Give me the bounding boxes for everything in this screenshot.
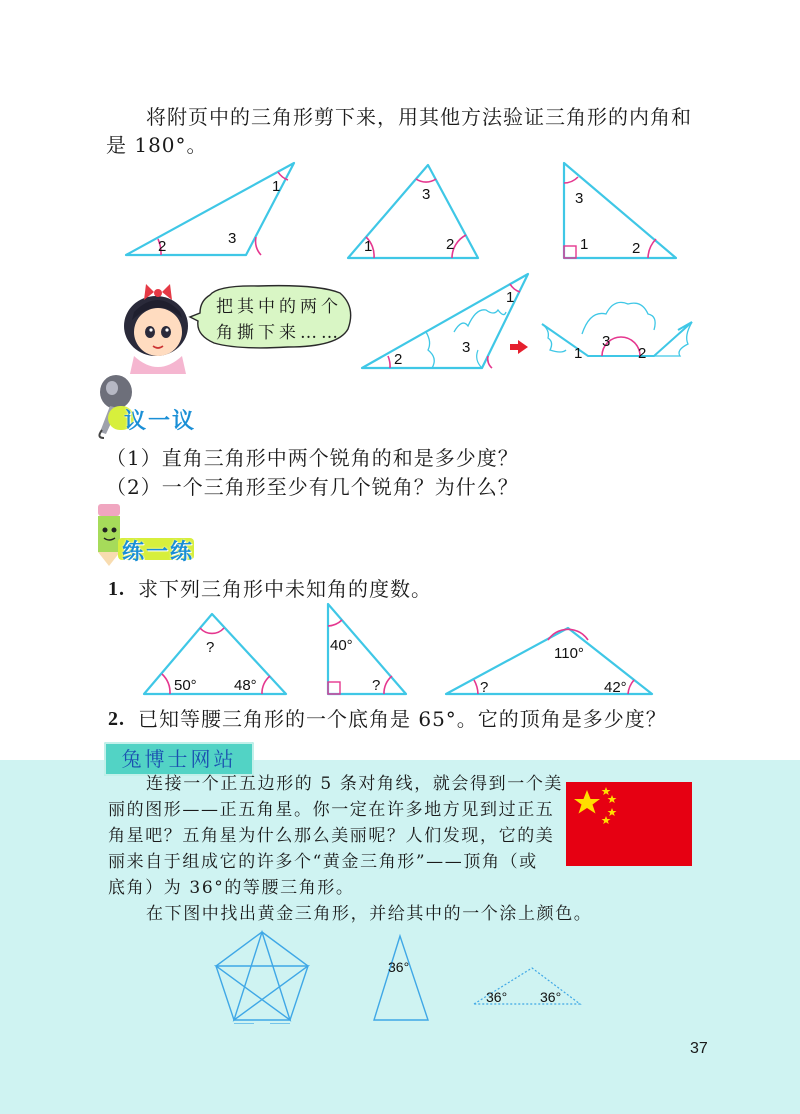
triangle-1 [126,163,294,255]
website-line-2: 丽的图形——正五角星。你一定在许多地方见到过正五 [108,800,555,820]
triangle-2 [348,165,478,258]
t2-angle-2: 2 [446,236,455,253]
website-instruction: 在下图中找出黄金三角形，并给其中的一个涂上颜色。 [146,904,593,924]
intro-line-2: 是 180°。 [106,133,208,157]
girl-illustration [118,282,194,374]
triangle-3 [564,163,676,258]
golden-triangle-obtuse [474,968,580,1005]
practice-q2-text: 已知等腰三角形的一个底角是 65°。它的顶角是多少度？ [138,707,667,731]
torn-angle-1: 1 [506,289,515,306]
p2-right-angle: ? [372,677,381,694]
website-line-3: 角星吧？五角星为什么那么美丽呢？人们发现，它的美 [108,826,555,846]
golden-triangles-figure [210,928,590,1024]
practice-q1-text: 求下列三角形中未知角的度数。 [138,577,432,601]
t3-angle-3: 3 [575,190,584,207]
practice-triangles [140,600,660,700]
arrow-icon [510,340,528,354]
website-banner-title: 兔博士网站 [121,747,237,771]
p1-top-angle: ? [206,639,215,656]
practice-triangle-1 [144,614,286,694]
torn-angle-2: 2 [394,351,403,368]
t2-angle-1: 1 [364,238,373,255]
p3-top-angle: 110° [554,645,584,662]
p2-top-angle: 40° [330,637,353,654]
discuss-title: 议一议 [124,409,197,434]
golden-triangle-acute [374,936,428,1020]
p1-left-angle: 50° [174,677,197,694]
torn-angle-3: 3 [462,339,471,356]
flag-image [566,782,692,866]
p3-left-angle: ? [480,679,489,696]
combined-angle-1: 1 [574,345,583,362]
practice-q2-number: 2. [108,708,125,730]
page-number: 37 [690,1040,708,1057]
golden-tri-base-left-label: 36° [486,989,508,1005]
torn-angles-figure [358,270,698,374]
t1-angle-1: 1 [272,178,281,195]
golden-tri-base-right-label: 36° [540,989,562,1005]
practice-q1-number: 1. [108,578,125,600]
website-line-5: 底角）为 36°的等腰三角形。 [108,878,355,898]
website-line-4: 丽来自于组成它的许多个“黄金三角形”——顶角（或 [108,852,538,872]
p3-right-angle: 42° [604,679,627,696]
practice-triangle-3 [446,628,652,696]
practice-triangle-2 [328,604,406,694]
combined-angle-2: 2 [638,345,647,362]
t1-angle-2: 2 [158,238,167,255]
torn-triangle [362,274,528,368]
website-banner [104,742,254,776]
bubble-line-2: 角撕下来…… [216,323,342,343]
practice-title: 练一练 [122,540,195,565]
discuss-q2: （2）一个三角形至少有几个锐角？为什么？ [106,475,519,499]
bubble-line-1: 把其中的两个 [216,297,342,317]
combined-angle-3: 3 [602,333,611,350]
triangles-row-1 [110,155,710,270]
golden-tri-apex-label: 36° [388,959,410,975]
t1-angle-3: 3 [228,230,237,247]
t3-angle-1: 1 [580,236,589,253]
t2-angle-3: 3 [422,186,431,203]
pentagram [216,932,308,1024]
combined-angles [542,302,692,362]
website-line-1: 连接一个正五边形的 5 条对角线，就会得到一个美 [146,774,564,794]
intro-line-1: 将附页中的三角形剪下来，用其他方法验证三角形的内角和 [146,105,692,129]
t3-angle-2: 2 [632,240,641,257]
p1-right-angle: 48° [234,677,257,694]
discuss-q1: （1）直角三角形中两个锐角的和是多少度？ [106,446,519,470]
